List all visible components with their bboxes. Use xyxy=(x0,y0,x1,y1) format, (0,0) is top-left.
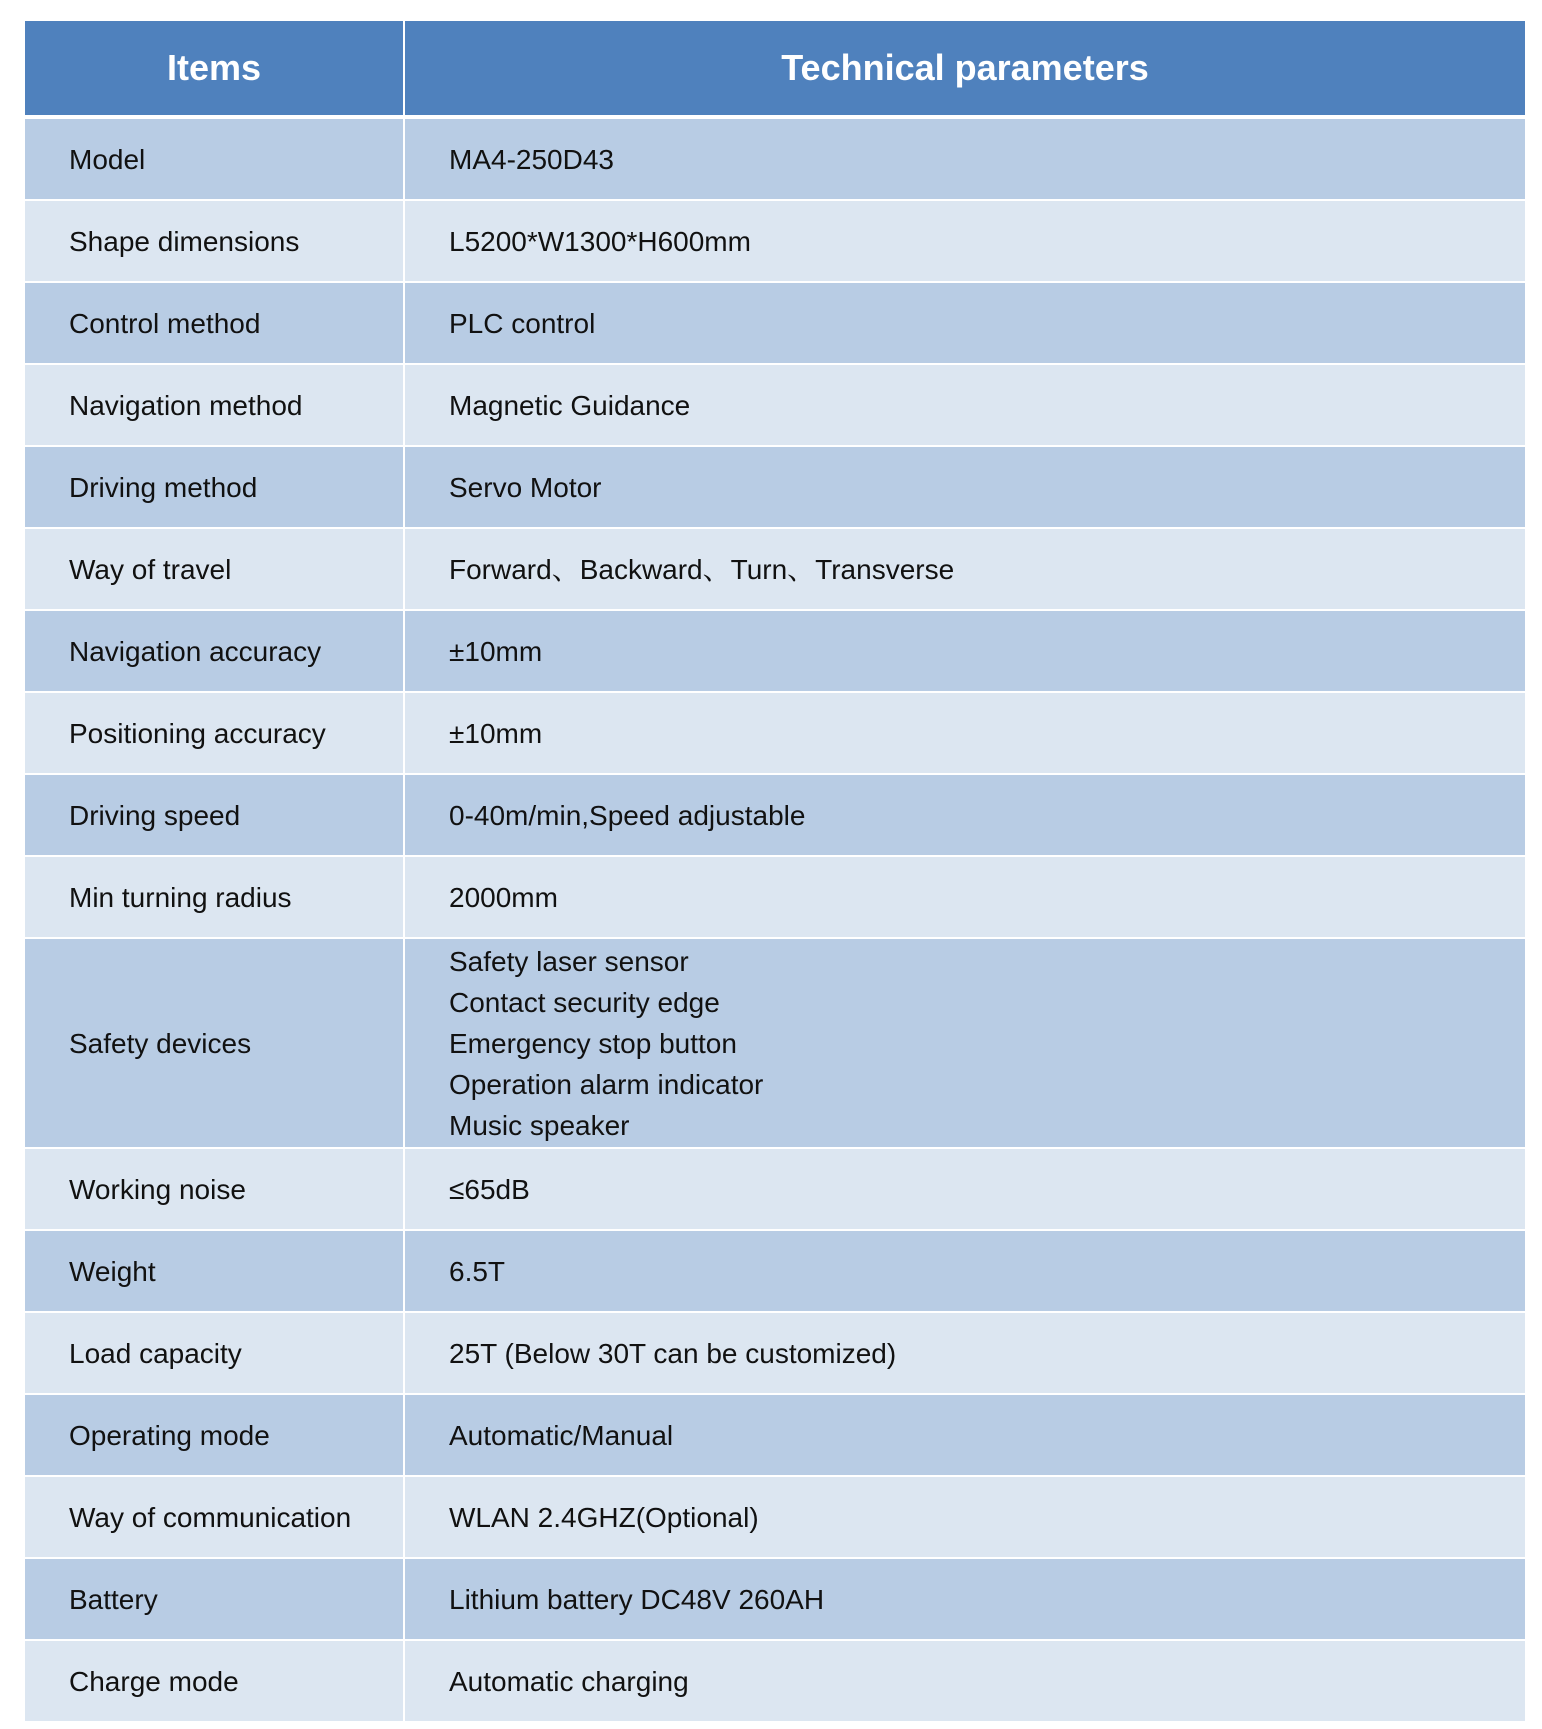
table-row xyxy=(25,282,1525,364)
table-row xyxy=(25,117,1525,200)
value-cell: Automatic/Manual xyxy=(404,1394,1525,1476)
table-row xyxy=(25,1640,1525,1721)
safety-device-line: Emergency stop button xyxy=(449,1027,737,1059)
table-row xyxy=(25,1148,1525,1230)
table-row xyxy=(25,1312,1525,1394)
value-cell: Lithium battery DC48V 260AH xyxy=(404,1558,1525,1640)
value-cell: Forward、Backward、Turn、Transverse xyxy=(404,528,1525,610)
table-row xyxy=(25,856,1525,938)
table-row xyxy=(25,692,1525,774)
item-cell: Way of travel xyxy=(25,528,404,610)
item-cell: Operating mode xyxy=(25,1394,404,1476)
value-cell: PLC control xyxy=(404,282,1525,364)
value-cell: 2000mm xyxy=(404,856,1525,938)
header-items: Items xyxy=(25,21,404,117)
table-row xyxy=(25,1230,1525,1312)
item-cell: Driving method xyxy=(25,446,404,528)
item-cell: Weight xyxy=(25,1230,404,1312)
item-cell: Load capacity xyxy=(25,1312,404,1394)
safety-device-line: Contact security edge xyxy=(449,986,720,1018)
table-row xyxy=(25,200,1525,282)
table-row xyxy=(25,1394,1525,1476)
value-cell: L5200*W1300*H600mm xyxy=(404,200,1525,282)
header-row xyxy=(25,21,1525,117)
item-cell: Navigation accuracy xyxy=(25,610,404,692)
value-cell: WLAN 2.4GHZ(Optional) xyxy=(404,1476,1525,1558)
item-cell: Way of communication xyxy=(25,1476,404,1558)
value-cell: 6.5T xyxy=(404,1230,1525,1312)
value-cell: ±10mm xyxy=(404,610,1525,692)
item-cell: Safety devices xyxy=(25,938,404,1148)
value-cell: Automatic charging xyxy=(404,1640,1525,1721)
safety-device-line: Operation alarm indicator xyxy=(449,1068,764,1100)
table-row xyxy=(25,610,1525,692)
table-row xyxy=(25,528,1525,610)
item-cell: Battery xyxy=(25,1558,404,1640)
value-cell xyxy=(404,938,1525,1148)
value-cell: 0-40m/min,Speed adjustable xyxy=(404,774,1525,856)
table-row xyxy=(25,364,1525,446)
safety-device-line: Safety laser sensor xyxy=(449,945,689,977)
table-row xyxy=(25,938,1525,1148)
item-cell: Shape dimensions xyxy=(25,200,404,282)
item-cell: Control method xyxy=(25,282,404,364)
item-cell: Model xyxy=(25,117,404,200)
item-cell: Min turning radius xyxy=(25,856,404,938)
item-cell: Charge mode xyxy=(25,1640,404,1721)
table-row xyxy=(25,1476,1525,1558)
item-cell: Working noise xyxy=(25,1148,404,1230)
item-cell: Positioning accuracy xyxy=(25,692,404,774)
table-row xyxy=(25,774,1525,856)
item-cell: Navigation method xyxy=(25,364,404,446)
value-cell: MA4-250D43 xyxy=(404,117,1525,200)
safety-device-line: Music speaker xyxy=(449,1109,630,1141)
value-cell: ±10mm xyxy=(404,692,1525,774)
value-cell: 25T (Below 30T can be customized) xyxy=(404,1312,1525,1394)
value-cell: Magnetic Guidance xyxy=(404,364,1525,446)
table-row xyxy=(25,446,1525,528)
value-cell: Servo Motor xyxy=(404,446,1525,528)
header-technical-parameters: Technical parameters xyxy=(404,21,1525,117)
item-cell: Driving speed xyxy=(25,774,404,856)
value-cell: ≤65dB xyxy=(404,1148,1525,1230)
table-row xyxy=(25,1558,1525,1640)
spec-table xyxy=(25,21,1525,1721)
